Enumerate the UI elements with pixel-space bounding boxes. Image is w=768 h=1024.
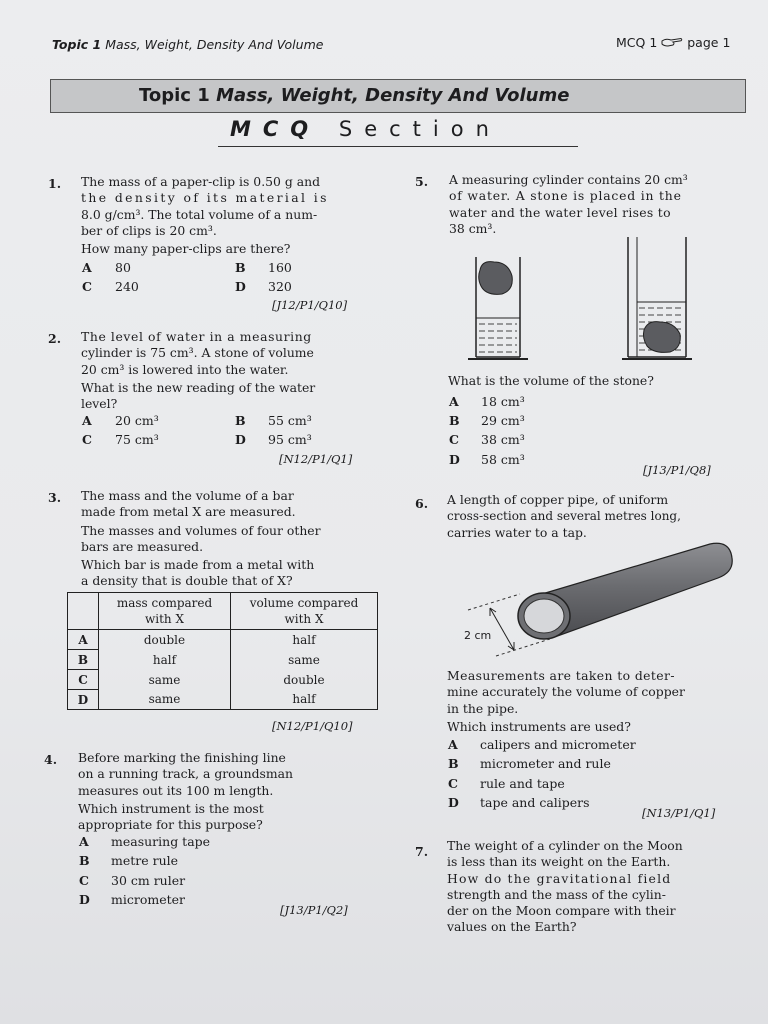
option-text: 20 cm³ xyxy=(115,413,159,428)
row-letter: C xyxy=(68,670,99,690)
q2-number: 2. xyxy=(48,331,62,346)
q1-option-c[interactable] xyxy=(82,279,139,294)
q1-line: the density of its material is xyxy=(81,190,329,206)
header-topic-name: Mass, Weight, Density And Volume xyxy=(105,37,324,52)
q5-option-a[interactable] xyxy=(449,394,525,409)
q2-option-a[interactable] xyxy=(82,413,159,428)
q2-line: 20 cm³ is lowered into the water. xyxy=(81,361,289,377)
option-text: micrometer xyxy=(111,892,185,907)
option-text: 160 xyxy=(268,260,292,275)
q6-reference: [N13/P1/Q1] xyxy=(642,806,716,820)
table-header-volume xyxy=(231,593,378,630)
option-letter: B xyxy=(79,853,90,868)
header-line: mass compared xyxy=(116,596,213,610)
row-volume: half xyxy=(231,630,378,650)
option-text: 18 cm³ xyxy=(481,394,525,409)
q1-question: How many paper-clips are there? xyxy=(81,241,291,257)
q5-option-c[interactable] xyxy=(449,432,525,447)
q7-line: The weight of a cylinder on the Moon xyxy=(447,838,683,853)
q6-option-a[interactable] xyxy=(448,737,636,752)
q4-line: appropriate for this purpose? xyxy=(78,817,263,833)
option-text: metre rule xyxy=(111,853,179,868)
running-header-page xyxy=(616,35,730,52)
q6-line: in the pipe. xyxy=(447,700,519,716)
q5-option-d[interactable] xyxy=(449,452,525,467)
option-letter: C xyxy=(448,776,458,791)
q3-line: The mass and the volume of a bar xyxy=(81,488,294,503)
option-letter: B xyxy=(449,413,460,428)
q4-option-a[interactable] xyxy=(79,834,211,849)
option-text: 29 cm³ xyxy=(481,413,525,428)
q6-option-b[interactable] xyxy=(448,756,611,771)
q3-line: The masses and volumes of four other xyxy=(81,522,321,538)
q4-line: Which instrument is the most xyxy=(78,800,264,816)
cylinder-after xyxy=(622,237,692,359)
q7-stem xyxy=(447,838,749,936)
q5-line: 38 cm³. xyxy=(449,220,497,236)
q3-number: 3. xyxy=(48,490,62,505)
row-mass: same xyxy=(99,670,231,690)
table-row[interactable] xyxy=(68,650,378,670)
option-text: calipers and micrometer xyxy=(480,737,636,752)
table-row[interactable] xyxy=(68,670,378,690)
q5-line: of water. A stone is placed in the xyxy=(449,188,682,204)
q6-line: mine accurately the volume of copper xyxy=(447,684,685,700)
option-text: tape and calipers xyxy=(480,795,590,810)
row-volume: double xyxy=(231,670,378,690)
q1-option-b[interactable] xyxy=(235,260,292,275)
row-letter: A xyxy=(68,630,99,650)
q2-option-b[interactable] xyxy=(235,413,312,428)
table-row[interactable] xyxy=(68,690,378,710)
option-letter: D xyxy=(448,795,459,810)
header-line: with X xyxy=(284,612,324,626)
option-text: 80 xyxy=(115,260,131,275)
header-topic-number: Topic 1 xyxy=(52,37,102,52)
option-letter: D xyxy=(449,452,460,467)
table-header-mass xyxy=(99,593,231,630)
row-mass: same xyxy=(99,690,231,710)
section-heading-section: Section xyxy=(338,117,501,141)
q1-option-a[interactable] xyxy=(82,260,131,275)
q3-stem xyxy=(81,488,388,590)
table-corner xyxy=(68,593,99,630)
header-mcq-label: MCQ 1 xyxy=(616,35,658,50)
header-page-label: page 1 xyxy=(687,35,731,50)
option-text: measuring tape xyxy=(111,834,211,849)
q3-reference: [N12/P1/Q10] xyxy=(272,719,353,733)
q6-line: Measurements are taken to deter- xyxy=(447,668,675,683)
q2-line: cylinder is 75 cm³. A stone of volume xyxy=(81,345,314,361)
q6-number: 6. xyxy=(415,496,429,511)
option-letter: A xyxy=(449,394,459,409)
option-letter: B xyxy=(235,260,246,275)
option-text: 58 cm³ xyxy=(481,452,525,467)
q7-number: 7. xyxy=(415,844,429,859)
option-letter: B xyxy=(235,413,246,428)
q5-stem xyxy=(449,172,749,237)
banner-topic-number: Topic 1 xyxy=(139,85,210,106)
q2-question: level? xyxy=(81,396,118,412)
q4-line: measures out its 100 m length. xyxy=(78,782,274,798)
option-text: 30 cm ruler xyxy=(111,873,186,888)
row-letter: B xyxy=(68,650,99,670)
row-volume: same xyxy=(231,650,378,670)
option-letter: C xyxy=(79,873,89,888)
q3-line: Which bar is made from a metal with xyxy=(81,557,315,573)
running-header-title xyxy=(52,37,323,52)
option-letter: C xyxy=(82,279,92,294)
q7-line: der on the Moon compare with their xyxy=(447,903,676,919)
q7-line: values on the Earth? xyxy=(447,919,577,935)
q6-line: A length of copper pipe, of uniform xyxy=(447,492,669,507)
option-text: 75 cm³ xyxy=(115,432,159,447)
option-letter: C xyxy=(82,432,92,447)
q6-option-c[interactable] xyxy=(448,776,565,791)
q1-line: ber of clips is 20 cm³. xyxy=(81,222,217,238)
q6-option-d[interactable] xyxy=(448,795,590,810)
q1-line: The mass of a paper-clip is 0.50 g and xyxy=(81,174,321,189)
q5-question: What is the volume of the stone? xyxy=(448,373,654,388)
q4-line: on a running track, a groundsman xyxy=(78,766,294,782)
header-line: with X xyxy=(144,612,185,626)
section-underline xyxy=(218,146,578,147)
q1-number: 1. xyxy=(48,176,62,191)
q1-reference: [J12/P1/Q10] xyxy=(272,298,348,312)
q5-line: A measuring cylinder contains 20 cm³ xyxy=(449,172,688,187)
q5-option-b[interactable] xyxy=(449,413,525,428)
q1-option-d[interactable] xyxy=(235,279,292,294)
q4-reference: [J13/P1/Q2] xyxy=(280,903,348,917)
q7-line: strength and the mass of the cylin- xyxy=(447,886,666,902)
q6-question: Which instruments are used? xyxy=(447,718,631,734)
q2-question: What is the new reading of the water xyxy=(81,379,316,395)
pipe-diameter-label: 2 cm xyxy=(464,629,492,642)
q6-measurements xyxy=(447,668,749,735)
section-heading xyxy=(230,117,501,141)
option-letter: A xyxy=(448,737,458,752)
q1-line: 8.0 g/cm³. The total volume of a num- xyxy=(81,206,318,222)
option-letter: D xyxy=(235,279,246,294)
section-heading-mcq: MCQ xyxy=(230,117,321,141)
measuring-cylinders-diagram xyxy=(462,232,702,366)
q7-line: is less than its weight on the Earth. xyxy=(447,854,671,870)
q4-option-d[interactable] xyxy=(79,892,185,907)
q4-line: Before marking the finishing line xyxy=(78,750,286,765)
q6-line: carries water to a tap. xyxy=(447,524,587,540)
q3-line: a density that is double that of X? xyxy=(81,573,293,589)
q7-line: How do the gravitational field xyxy=(447,870,672,886)
option-text: micrometer and rule xyxy=(480,756,611,771)
option-letter: D xyxy=(235,432,246,447)
q2-reference: [N12/P1/Q1] xyxy=(279,452,353,466)
q5-number: 5. xyxy=(415,174,429,189)
option-letter: A xyxy=(82,413,92,428)
banner-title: Mass, Weight, Density And Volume xyxy=(216,85,570,106)
row-mass: half xyxy=(99,650,231,670)
option-letter: D xyxy=(79,892,90,907)
option-letter: B xyxy=(448,756,459,771)
option-text: rule and tape xyxy=(480,776,565,791)
option-text: 95 cm³ xyxy=(268,432,312,447)
q3-line: bars are measured. xyxy=(81,538,204,554)
q3-comparison-table xyxy=(67,592,378,710)
option-text: 38 cm³ xyxy=(481,432,525,447)
q6-line: cross-section and several metres long, xyxy=(447,509,681,524)
row-volume: half xyxy=(231,690,378,710)
q5-line: water and the water level rises to xyxy=(449,204,671,220)
option-letter: A xyxy=(79,834,89,849)
option-letter: A xyxy=(82,260,92,275)
option-text: 320 xyxy=(268,279,292,294)
q2-option-d[interactable] xyxy=(235,432,312,447)
topic-banner xyxy=(50,79,746,113)
q4-option-b[interactable] xyxy=(79,853,179,868)
q2-line: The level of water in a measuring xyxy=(81,329,312,344)
q2-stem xyxy=(81,329,388,412)
table-row[interactable] xyxy=(68,630,378,650)
pointing-hand-icon xyxy=(661,37,683,52)
q4-stem xyxy=(78,750,388,833)
row-letter: D xyxy=(68,690,99,710)
cylinder-before xyxy=(468,257,528,359)
q5-reference: [J13/P1/Q8] xyxy=(643,463,711,477)
q4-number: 4. xyxy=(44,752,58,767)
q3-line: made from metal X are measured. xyxy=(81,504,296,520)
option-text: 240 xyxy=(115,279,139,294)
q2-option-c[interactable] xyxy=(82,432,159,447)
q6-stem xyxy=(447,492,749,541)
header-line: volume compared xyxy=(249,596,359,610)
row-mass: double xyxy=(99,630,231,650)
option-letter: C xyxy=(449,432,459,447)
q1-stem xyxy=(81,174,388,257)
option-text: 55 cm³ xyxy=(268,413,312,428)
q4-option-c[interactable] xyxy=(79,873,186,888)
copper-pipe-diagram xyxy=(460,538,740,668)
